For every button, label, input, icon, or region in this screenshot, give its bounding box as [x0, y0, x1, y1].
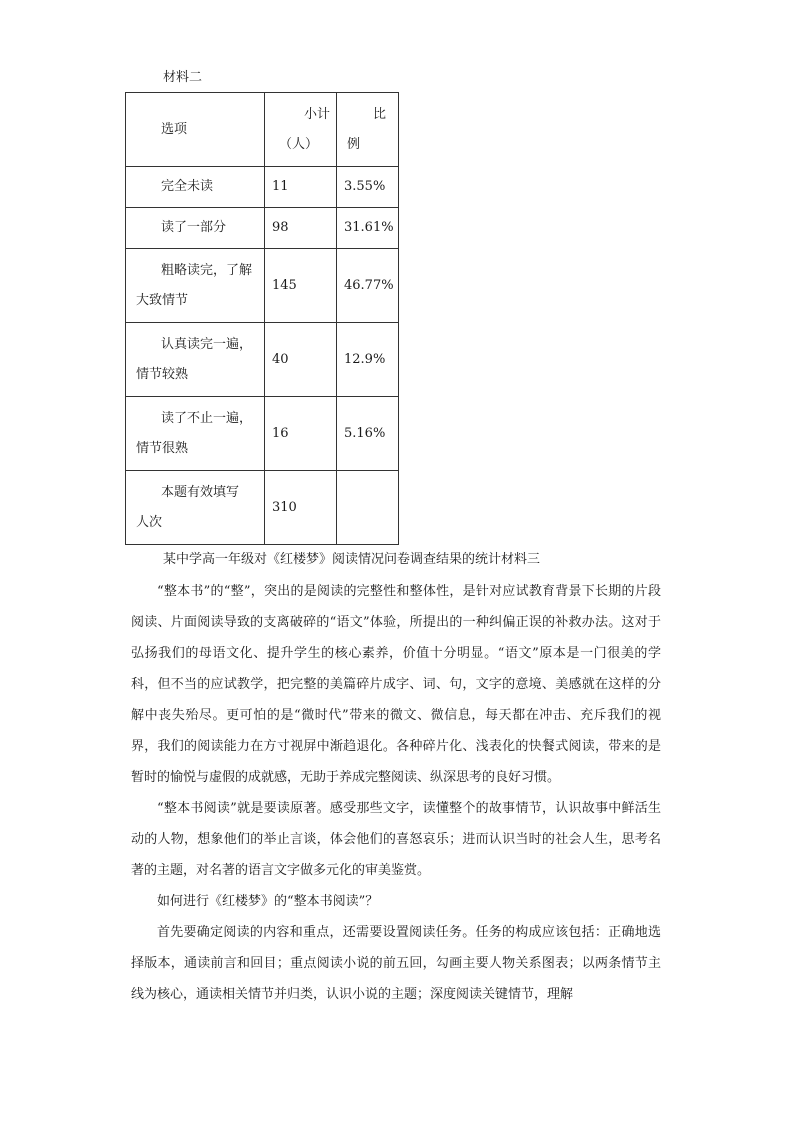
header-percent [337, 93, 399, 167]
table-row [126, 323, 399, 397]
row-percent: 12.9% [337, 323, 399, 397]
row-count: 16 [265, 397, 337, 471]
header-count-line2: （人） [279, 136, 319, 152]
material-heading: 材料二 [163, 70, 203, 85]
row-count: 310 [265, 471, 337, 545]
header-percent-line2: 例 [347, 136, 361, 152]
table-row [126, 397, 399, 471]
header-count-line1: 小计 [303, 106, 330, 122]
header-count [265, 93, 337, 167]
row-option: 认真读完一遍， 情节较熟 [126, 323, 265, 397]
row-option: 本题有效填写 人次 [126, 471, 265, 545]
row-count: 145 [265, 249, 337, 323]
row-percent: 31.61% [337, 208, 399, 249]
row-percent: 5.16% [337, 397, 399, 471]
table-row [126, 249, 399, 323]
table-header-row [126, 93, 399, 167]
article-body [131, 576, 661, 1010]
header-option: 选项 [126, 93, 265, 167]
row-count: 11 [265, 167, 337, 208]
table-row [126, 167, 399, 208]
table-caption: 某中学高一年级对《红楼梦》阅读情况问卷调查结果的统计材料三 [163, 552, 541, 567]
row-option: 读了一部分 [126, 208, 265, 249]
table-row [126, 208, 399, 249]
paragraph: 如何进行《红楼梦》的“整本书阅读”？ [157, 894, 379, 909]
row-percent: 3.55% [337, 167, 399, 208]
header-percent-line1: 比 [372, 106, 386, 122]
row-count: 40 [265, 323, 337, 397]
table-row [126, 471, 399, 545]
row-count: 98 [265, 208, 337, 249]
survey-table [125, 92, 399, 545]
paragraph: 首先要确定阅读的内容和重点，还需要设置阅读任务。任务的构成应该包括：正确地选择版本，通读前言和回目；重点阅读小说的前五回，勾画主要人物关系图表；以两条情节主线为核心，通读相关情节并归类，认识小说的主题；深度阅读关键情节，理解 [131, 925, 661, 1002]
row-option: 粗略读完，了解 大致情节 [126, 249, 265, 323]
row-option: 读了不止一遍， 情节很熟 [126, 397, 265, 471]
paragraph: “整本书阅读”就是要读原著。感受那些文字，读懂整个的故事情节，认识故事中鲜活生动的人物，想象他们的举止言谈，体会他们的喜怒哀乐；进而认识当时的社会人生，思考名著的主题，对名著的语言文字做多元化的审美鉴赏。 [131, 801, 661, 878]
row-option: 完全未读 [126, 167, 265, 208]
row-percent: 46.77% [337, 249, 399, 323]
row-percent [337, 471, 399, 545]
paragraph: “整本书”的“整”，突出的是阅读的完整性和整体性，是针对应试教育背景下长期的片段阅读、片面阅读导致的支离破碎的“语文”体验，所提出的一种纠偏正误的补救办法。这对于弘扬我们的母语文化、提升学生的核心素养，价值十分明显。“语文”原本是一门很美的学科，但不当的应试教学，把完整的美篇碎片成字、词、句，文字的意境、美感就在这样的分解中丧失殆尽。更可怕的是“微时代”带来的微文、微信息，每天都在冲击、充斥我们的视界，我们的阅读能力在方寸视屏中渐趋退化。各种碎片化、浅表化的快餐式阅读，带来的是暂时的愉悦与虚假的成就感，无助于养成完整阅读、纵深思考的良好习惯。 [131, 584, 661, 785]
